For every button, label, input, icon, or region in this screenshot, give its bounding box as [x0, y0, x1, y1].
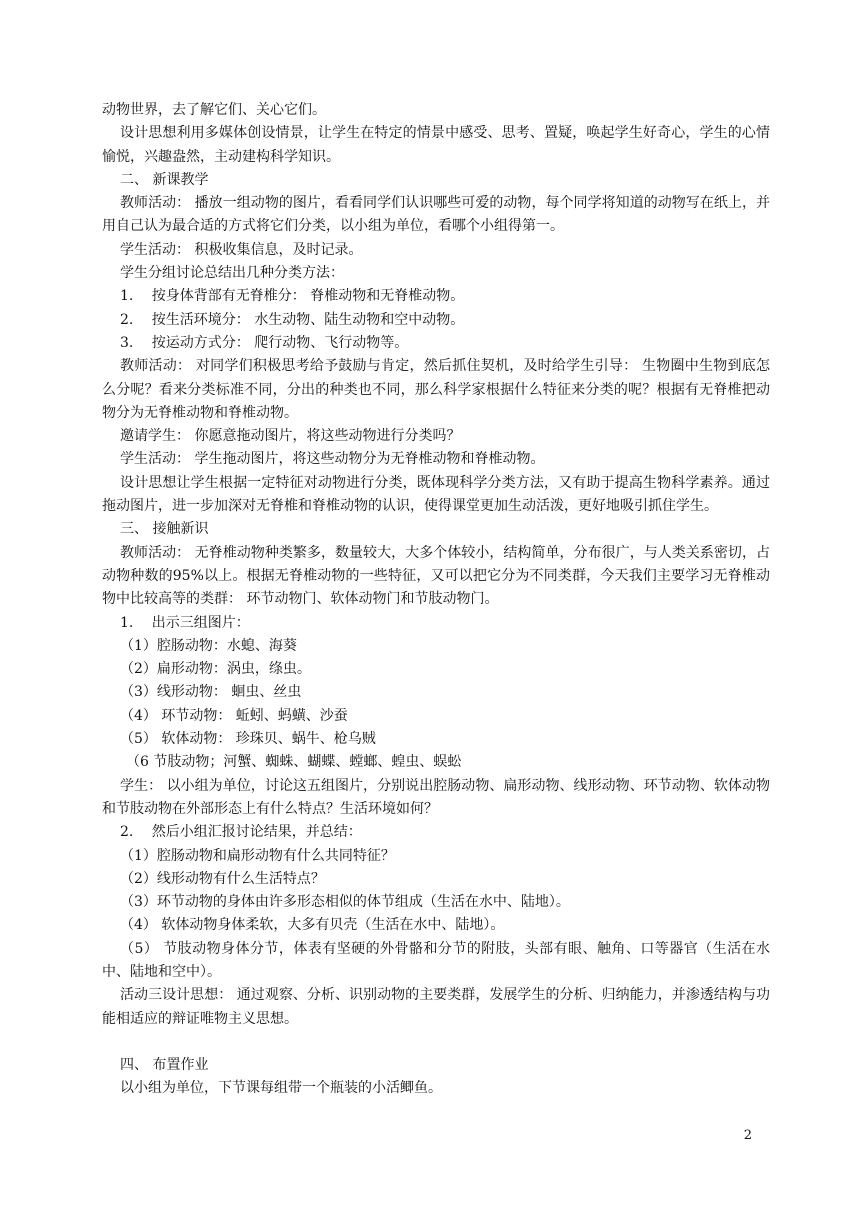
- list-item: （4） 软体动物身体柔软，大多有贝壳（生活在水中、陆地）。: [120, 917, 505, 934]
- page-number: 2: [743, 1128, 752, 1143]
- blank-line: [102, 1031, 770, 1054]
- paragraph: 学生： 以小组为单位，讨论这五组图片，分别说出腔肠动物、扁形动物、线形动物、环节动物、软体动物和节肢动物在外部形态上有什么特点？生活环境如何？: [102, 777, 770, 817]
- paragraph: 教师活动： 无脊椎动物种类繁多，数量较大，大多个体较小，结构简单，分布很广，与人类关系密切，占动物种数的95%以上。根据无脊椎动物的一些特征，又可以把它分为不同类群，今天我们主要学习无脊椎动物中比较高等的类群： 环节动物门、软体动物门和节肢动物门。: [102, 544, 770, 608]
- list-item: （2）线形动物有什么生活特点？: [120, 870, 325, 887]
- paragraph: 学生分组讨论总结出几种分类方法：: [120, 265, 344, 282]
- paragraph: 设计思想让学生根据一定特征对动物进行分类，既体现科学分类方法，又有助于提高生物科学素养。通过拖动图片，进一步加深对无脊椎和脊椎动物的认识，使得课堂更加生动活泼，更好地吸引抓住学生。: [102, 474, 770, 515]
- list-item: 1. 出示三组图片：: [120, 614, 250, 631]
- paragraph: 教师活动： 播放一组动物的图片，看看同学们认识哪些可爱的动物，每个同学将知道的动物写在纸上，并用自己认为最合适的方式将它们分类，以小组为单位，看哪个小组得第一。: [102, 195, 770, 235]
- paragraph: 活动三设计思想： 通过观察、分析、识别动物的主要类群，发展学生的分析、归纳能力，并渗透结构与功能相适应的辩证唯物主义思想。: [102, 987, 770, 1027]
- paragraph: 教师活动： 对同学们积极思考给予鼓励与肯定，然后抓住契机，及时给学生引导： 生物圈中生物到底怎么分呢？看来分类标准不同，分出的种类也不同，那么科学家根据什么特征来分类的呢？根据有无脊椎把动物分为无脊椎动物和脊椎动物。: [102, 358, 770, 421]
- paragraph: 以小组为单位，下节课每组带一个瓶装的小活鲫鱼。: [120, 1080, 442, 1097]
- list-item: （6 节肢动物；河蟹、蜘蛛、蝴蝶、螳螂、蝗虫、蜈蚣: [126, 754, 462, 771]
- paragraph: 邀请学生： 你愿意拖动图片，将这些动物进行分类吗？: [120, 428, 461, 445]
- paragraph: 学生活动： 积极收集信息，及时记录。: [120, 241, 363, 258]
- list-item: 3. 按运动方式分： 爬行动物、飞行动物等。: [120, 334, 409, 351]
- list-item: （5） 节肢动物身体分节，体表有坚硬的外骨骼和分节的附肢，头部有眼、触角、口等器官（生活在水中、陆地和空中）。: [102, 940, 770, 980]
- paragraph: 设计思想利用多媒体创设情景，让学生在特定的情景中感受、思考、置疑，唤起学生好奇心，学生的心情愉悦，兴趣盎然，主动建构科学知识。: [102, 125, 770, 165]
- list-item: 1. 按身体背部有无脊椎分： 脊椎动物和无脊椎动物。: [120, 288, 465, 305]
- section-heading: 二、 新课教学: [120, 171, 209, 188]
- list-item: （2）扁形动物：涡虫，绦虫。: [120, 661, 311, 678]
- paragraph: 动物世界，去了解它们、关心它们。: [102, 102, 326, 118]
- paragraph: 学生活动： 学生拖动图片，将这些动物分为无脊椎动物和脊椎动物。: [120, 451, 545, 468]
- list-item: （5） 软体动物： 珍珠贝、蜗牛、枪乌贼: [120, 731, 376, 748]
- page-body: [102, 99, 770, 1100]
- list-item: （1）腔肠动物和扁形动物有什么共同特征？: [120, 847, 395, 864]
- list-item: 2. 按生活环境分： 水生动物、陆生动物和空中动物。: [120, 311, 465, 328]
- list-item: （1）腔肠动物：水螅、海葵: [120, 637, 297, 654]
- section-heading: 四、 布置作业: [120, 1056, 209, 1073]
- list-item: 2. 然后小组汇报讨论结果，并总结：: [120, 824, 362, 841]
- section-heading: 三、 接触新识: [120, 521, 209, 538]
- list-item: （3）线形动物： 蛔虫、丝虫: [120, 684, 302, 701]
- list-item: （4） 环节动物： 蚯蚓、蚂蟥、沙蚕: [120, 707, 348, 724]
- list-item: （3）环节动物的身体由许多形态相似的体节组成（生活在水中、陆地）。: [120, 894, 570, 911]
